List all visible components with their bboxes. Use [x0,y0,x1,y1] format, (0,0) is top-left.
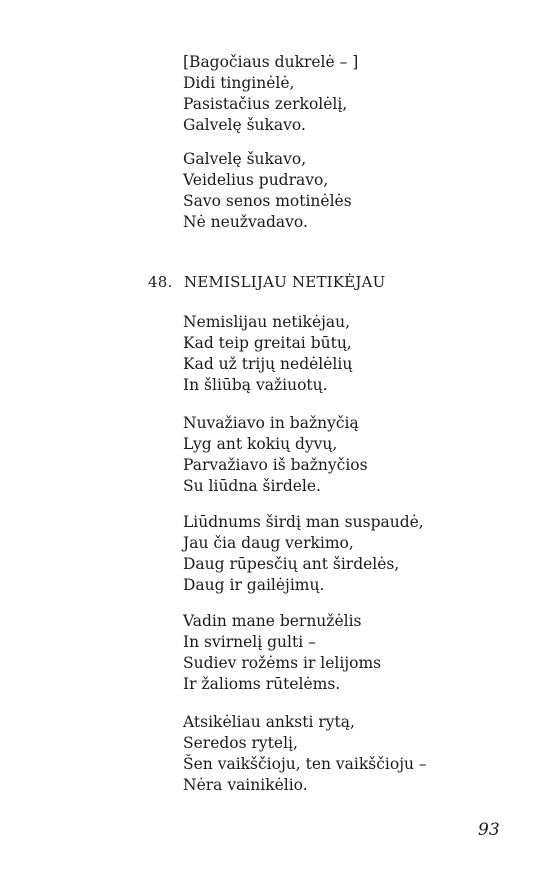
verse-line: Su liūdna širdele. [183,477,321,495]
song-title: NEMISLIJAU NETIKĖJAU [184,273,386,291]
verse-line: Pasistačius zerkolėlį, [183,95,348,113]
stanza [183,312,352,396]
verse-line: Kad už trijų nedėlėlių [183,355,353,373]
verse-line: Nė neužvadavo. [183,213,308,231]
verse-line: In šliūbą važiuotų. [183,376,328,394]
verse-line: Seredos rytelį, [183,734,298,752]
verse-line: Kad teip greitai būtų, [183,334,352,352]
stanza [183,52,358,136]
verse-line: Sudiev rožėms ir lelijoms [183,654,382,672]
verse-line: Nėra vainikėlio. [183,776,308,794]
verse-line: Liūdnums širdį man suspaudė, [183,513,424,531]
verse-line: Daug ir gailėjimų. [183,576,325,594]
verse-line: Parvažiavo iš bažnyčios [183,456,368,474]
stanza [183,413,368,497]
verse-line: Vadin mane bernužėlis [183,612,362,630]
verse-line: Galvelę šukavo, [183,150,307,168]
verse-line: Lyg ant kokių dyvų, [183,435,338,453]
verse-line: Savo senos motinėlės [183,192,352,210]
verse-line: Daug rūpesčių ant širdelės, [183,555,400,573]
verse-line: Jau čia daug verkimo, [183,534,354,552]
verse-line: Šen vaikščioju, ten vaikščioju – [183,755,427,773]
verse-line: Veidelius pudravo, [183,171,329,189]
stanza [183,712,427,796]
verse-line: Nemislijau netikėjau, [183,313,351,331]
verse-line: Galvelę šukavo. [183,116,306,134]
stanza [183,512,424,596]
stanza [183,149,352,233]
verse-line: Atsikėliau anksti rytą, [183,713,355,731]
verse-line: Ir žalioms rūtelėms. [183,675,341,693]
page-number: 93 [478,820,500,840]
song-heading [148,272,385,292]
song-number: 48. [148,273,173,291]
verse-line: Didi tinginėlė, [183,74,295,92]
stanza [183,611,381,695]
verse-line: Nuvažiavo in bažnyčią [183,414,359,432]
verse-line: In svirnelį gulti – [183,633,316,651]
verse-line: [Bagočiaus dukrelė – ] [183,53,359,71]
